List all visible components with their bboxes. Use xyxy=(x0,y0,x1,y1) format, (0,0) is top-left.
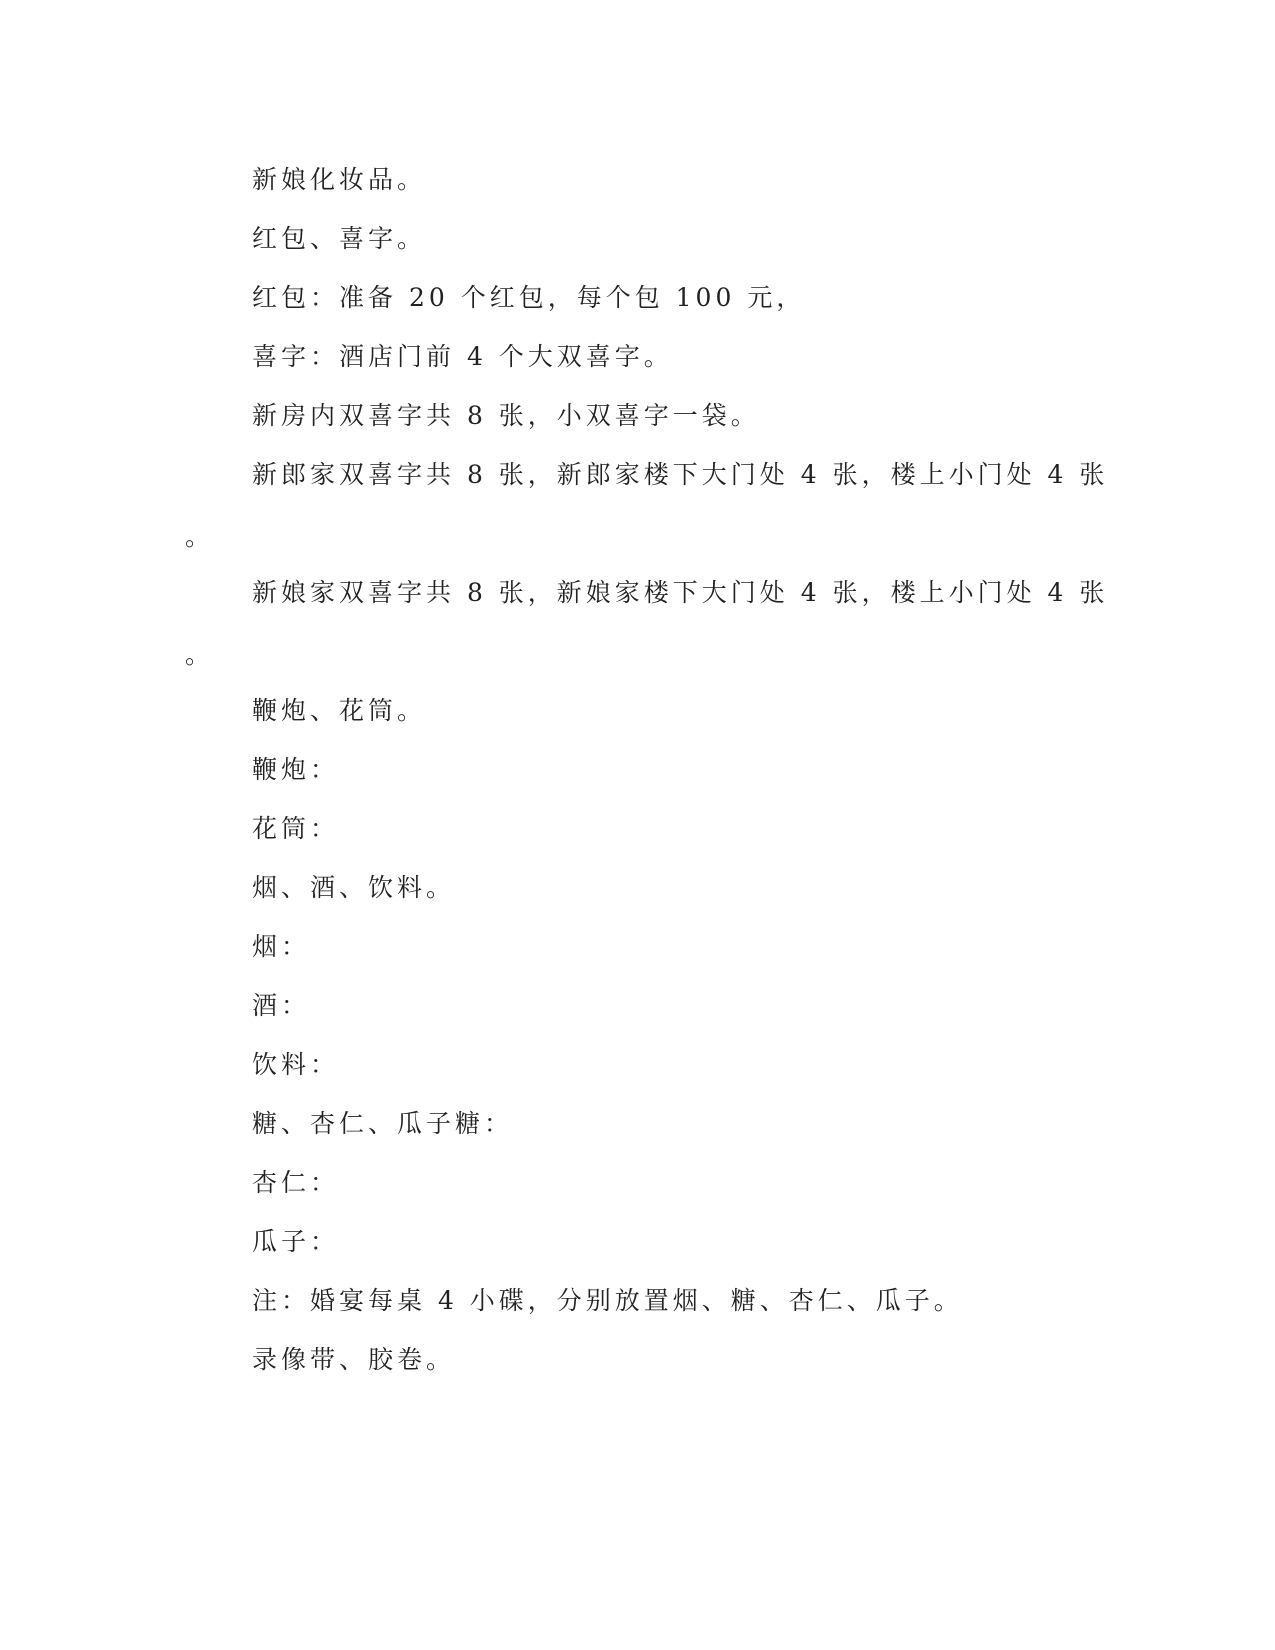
text-line: 花筒： xyxy=(252,814,340,843)
text-line: 糖、杏仁、瓜子糖： xyxy=(252,1109,514,1138)
text-line: 烟： xyxy=(252,932,311,961)
text-line: 新娘化妆品。 xyxy=(252,165,427,194)
text-line: 杏仁： xyxy=(252,1168,340,1197)
text-line: 注：婚宴每桌 4 小碟，分别放置烟、糖、杏仁、瓜子。 xyxy=(252,1286,963,1315)
text-line: 鞭炮： xyxy=(252,755,340,784)
text-line: 鞭炮、花筒。 xyxy=(252,696,427,725)
text-line: 烟、酒、饮料。 xyxy=(252,873,456,902)
text-line: 录像带、胶卷。 xyxy=(252,1345,456,1374)
text-line-wrap: 。 xyxy=(185,522,211,551)
text-line: 喜字：酒店门前 4 个大双喜字。 xyxy=(252,342,673,371)
text-line: 新郎家双喜字共 8 张，新郎家楼下大门处 4 张，楼上小门处 4 张 xyxy=(252,460,1109,489)
text-line: 瓜子： xyxy=(252,1227,340,1256)
text-line: 新房内双喜字共 8 张，小双喜字一袋。 xyxy=(252,401,760,430)
text-line-wrap: 。 xyxy=(185,640,211,669)
text-line: 新娘家双喜字共 8 张，新娘家楼下大门处 4 张，楼上小门处 4 张 xyxy=(252,578,1109,607)
text-line: 红包：准备 20 个红包，每个包 100 元， xyxy=(252,283,806,312)
text-line: 红包、喜字。 xyxy=(252,224,427,253)
text-line: 饮料： xyxy=(252,1050,340,1079)
text-line: 酒： xyxy=(252,991,311,1020)
